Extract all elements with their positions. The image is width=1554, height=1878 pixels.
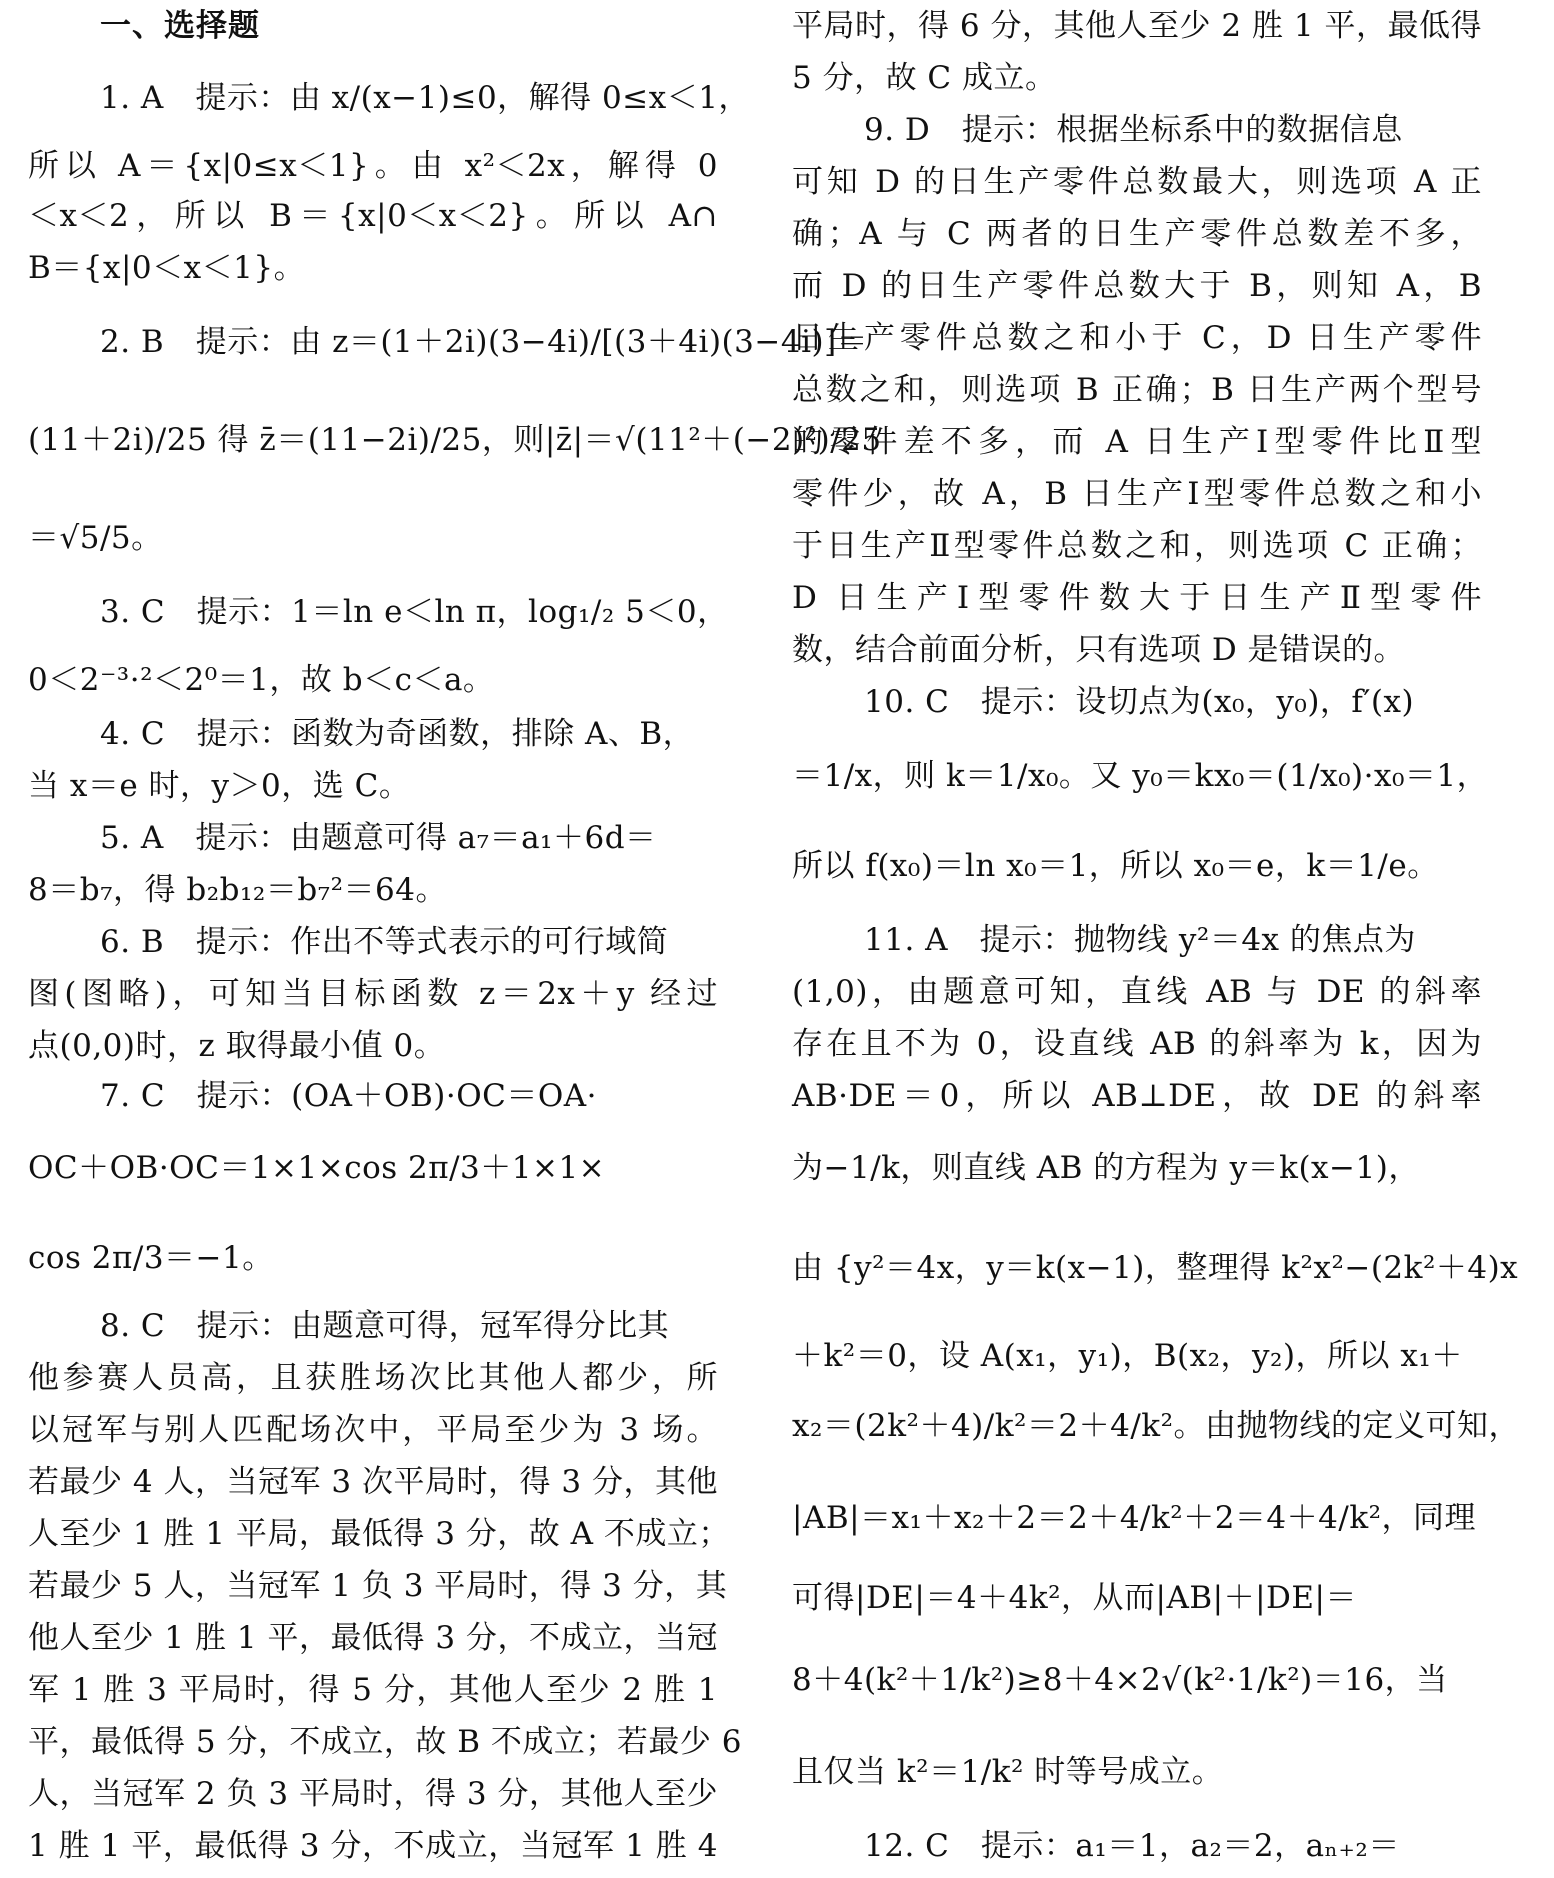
right-column-line: 的零件差不多，而 A 日生产Ⅰ型零件比Ⅱ型 xyxy=(792,424,1482,460)
left-column-line: 7. C 提示：(OA＋OB)·OC＝OA· xyxy=(100,1078,597,1114)
right-column-line: 平局时，得 6 分，其他人至少 2 胜 1 平，最低得 xyxy=(792,8,1482,44)
left-column-line: 一、选择题 xyxy=(100,8,260,44)
left-column-line: 当 x＝e 时，y＞0，选 C。 xyxy=(28,768,411,804)
left-column-line: 他参赛人员高，且获胜场次比其他人都少，所 xyxy=(28,1360,718,1396)
right-column-line: 所以 f(x₀)＝ln x₀＝1，所以 x₀＝e，k＝1/e。 xyxy=(792,848,1439,884)
left-column-line: (11＋2i)/25 得 z̄＝(11−2i)/25，则|z̄|＝√(11²＋(−2)²)/25 xyxy=(28,422,882,458)
right-column-line: 而 D 的日生产零件总数大于 B，则知 A，B xyxy=(792,268,1482,304)
right-column-line: |AB|＝x₁＋x₂＋2＝2＋4/k²＋2＝4＋4/k²，同理 xyxy=(792,1500,1477,1536)
left-column-line: ＝√5/5。 xyxy=(28,520,163,556)
left-column-line: ＜x＜2，所以 B＝{x|0＜x＜2}。所以 A∩ xyxy=(28,198,718,234)
right-column-line: (1,0)，由题意可知，直线 AB 与 DE 的斜率 xyxy=(792,974,1482,1010)
left-column-line: 4. C 提示：函数为奇函数，排除 A、B， xyxy=(100,716,695,752)
left-column-line: OC＋OB·OC＝1×1×cos 2π/3＋1×1× xyxy=(28,1150,606,1186)
right-column-line: 确；A 与 C 两者的日生产零件总数差不多， xyxy=(792,216,1482,252)
right-column-line: 可得|DE|＝4＋4k²，从而|AB|＋|DE|＝ xyxy=(792,1580,1357,1616)
left-column-line: 0＜2⁻³·²＜2⁰＝1，故 b＜c＜a。 xyxy=(28,662,495,698)
right-column-line: 且仅当 k²＝1/k² 时等号成立。 xyxy=(792,1754,1224,1790)
right-column-line: 日生产零件总数之和小于 C，D 日生产零件 xyxy=(792,320,1482,356)
right-column-line: 于日生产Ⅱ型零件总数之和，则选项 C 正确； xyxy=(792,528,1482,564)
left-column-line: B＝{x|0＜x＜1}。 xyxy=(28,250,306,286)
left-column-line: 他人至少 1 胜 1 平，最低得 3 分，不成立，当冠 xyxy=(28,1620,718,1656)
left-column-line: 5. A 提示：由题意可得 a₇＝a₁＋6d＝ xyxy=(100,820,657,856)
right-column-line: 5 分，故 C 成立。 xyxy=(792,60,1057,96)
left-column-line: 3. C 提示：1＝ln e＜ln π，log₁/₂ 5＜0， xyxy=(100,594,729,630)
left-column-line: cos 2π/3＝−1。 xyxy=(28,1240,274,1276)
right-column-line: 由 {y²＝4x，y＝k(x−1)，整理得 k²x²−(2k²＋4)x xyxy=(792,1250,1519,1286)
right-column-line: 可知 D 的日生产零件总数最大，则选项 A 正 xyxy=(792,164,1482,200)
left-column-line: 8＝b₇，得 b₂b₁₂＝b₇²＝64。 xyxy=(28,872,447,908)
left-column-line: 平，最低得 5 分，不成立，故 B 不成立；若最少 6 xyxy=(28,1724,742,1760)
right-column-line: x₂＝(2k²＋4)/k²＝2＋4/k²。由抛物线的定义可知， xyxy=(792,1408,1521,1444)
right-column-line: ＝1/x，则 k＝1/x₀。又 y₀＝kx₀＝(1/x₀)·x₀＝1， xyxy=(792,758,1489,794)
right-column-line: 8＋4(k²＋1/k²)≥8＋4×2√(k²·1/k²)＝16，当 xyxy=(792,1662,1448,1698)
right-column-line: 11. A 提示：抛物线 y²＝4x 的焦点为 xyxy=(864,922,1416,958)
right-column-line: ＋k²＝0，设 A(x₁，y₁)，B(x₂，y₂)，所以 x₁＋ xyxy=(792,1338,1463,1374)
left-column-line: 1 胜 1 平，最低得 3 分，不成立，当冠军 1 胜 4 xyxy=(28,1828,718,1864)
right-column-line: 12. C 提示：a₁＝1，a₂＝2，aₙ₊₂＝ xyxy=(864,1828,1400,1864)
left-column-line: 2. B 提示：由 z＝(1＋2i)(3−4i)/[(3＋4i)(3−4i)]＝ xyxy=(100,324,869,360)
left-column-line: 人至少 1 胜 1 平局，最低得 3 分，故 A 不成立； xyxy=(28,1516,730,1552)
left-column-line: 军 1 胜 3 平局时，得 5 分，其他人至少 2 胜 1 xyxy=(28,1672,718,1708)
left-column-line: 人，当冠军 2 负 3 平局时，得 3 分，其他人至少 xyxy=(28,1776,718,1812)
left-column-line: 1. A 提示：由 x/(x−1)≤0，解得 0≤x＜1， xyxy=(100,80,750,116)
left-column-line: 点(0,0)时，z 取得最小值 0。 xyxy=(28,1028,446,1064)
left-column-line: 若最少 5 人，当冠军 1 负 3 平局时，得 3 分，其 xyxy=(28,1568,728,1604)
right-column-line: 9. D 提示：根据坐标系中的数据信息 xyxy=(864,112,1403,148)
right-column-line: D 日生产Ⅰ型零件数大于日生产Ⅱ型零件 xyxy=(792,580,1482,616)
left-column-line: 若最少 4 人，当冠军 3 次平局时，得 3 分，其他 xyxy=(28,1464,718,1500)
right-column-line: AB·DE＝0，所以 AB⊥DE，故 DE 的斜率 xyxy=(792,1078,1482,1114)
right-column-line: 10. C 提示：设切点为(x₀，y₀)，f′(x) xyxy=(864,684,1415,720)
right-column-line: 存在且不为 0，设直线 AB 的斜率为 k，因为 xyxy=(792,1026,1482,1062)
left-column-line: 所以 A＝{x|0≤x＜1}。由 x²＜2x，解得 0 xyxy=(28,148,718,184)
left-column-line: 8. C 提示：由题意可得，冠军得分比其 xyxy=(100,1308,670,1344)
right-column-line: 为−1/k，则直线 AB 的方程为 y＝k(x−1)， xyxy=(792,1150,1420,1186)
right-column-line: 数，结合前面分析，只有选项 D 是错误的。 xyxy=(792,632,1406,668)
left-column-line: 以冠军与别人匹配场次中，平局至少为 3 场。 xyxy=(28,1412,718,1448)
left-column-line: 图(图略)，可知当目标函数 z＝2x＋y 经过 xyxy=(28,976,718,1012)
right-column-line: 总数之和，则选项 B 正确；B 日生产两个型号 xyxy=(792,372,1482,408)
left-column-line: 6. B 提示：作出不等式表示的可行域简 xyxy=(100,924,669,960)
right-column-line: 零件少，故 A，B 日生产Ⅰ型零件总数之和小 xyxy=(792,476,1482,512)
